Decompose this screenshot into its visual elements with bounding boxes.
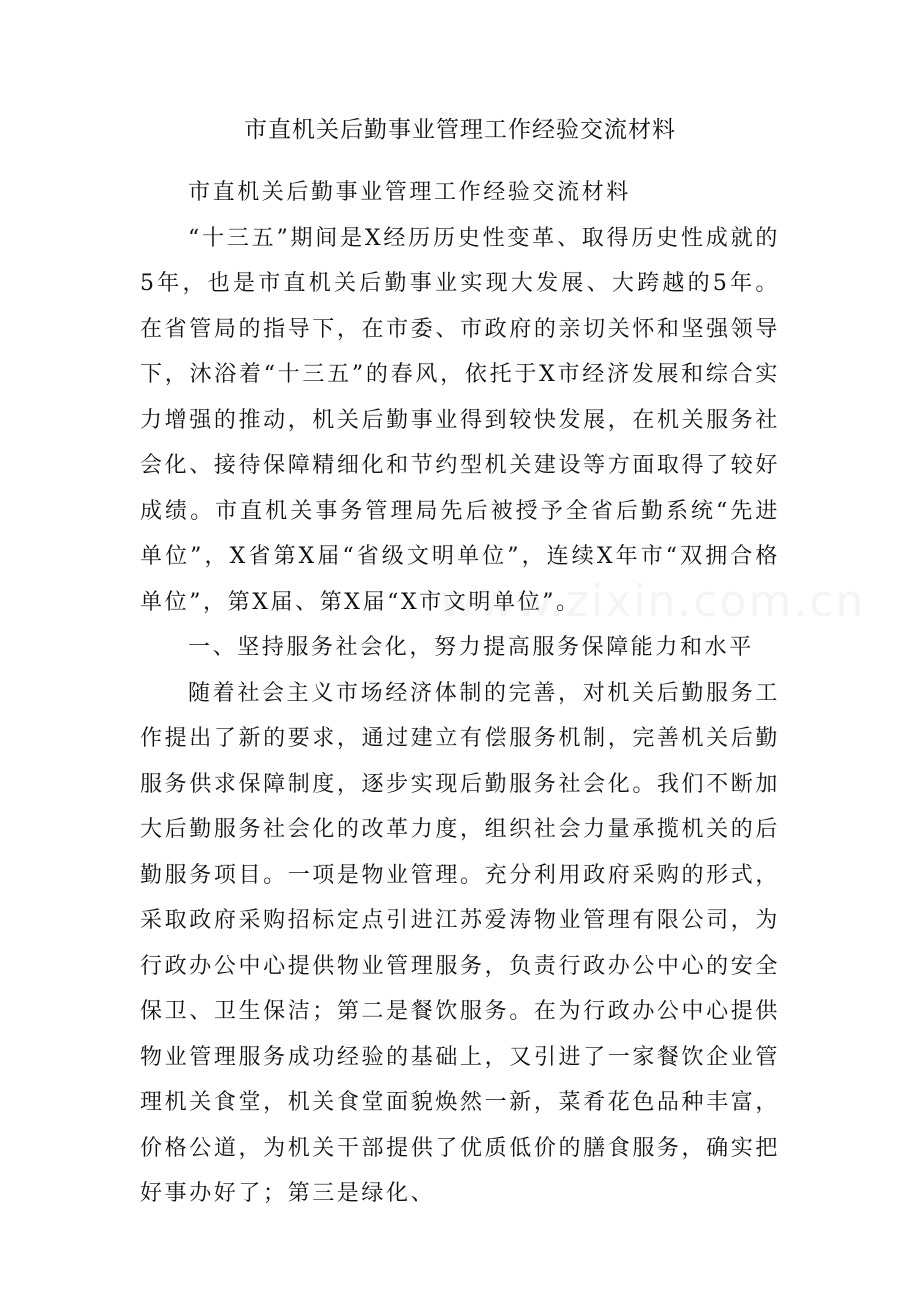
section-heading: 一、坚持服务社会化，努力提高服务保障能力和水平 [188, 635, 754, 660]
intro-paragraph: “十三五”期间是X经历历史性变革、取得历史性成就的5年，也是市直机关后勤事业实现大发展、大跨越的5年。在省管局的指导下，在市委、市政府的亲切关怀和坚强领导下，沐浴着“十三五”的春风，依托于X市经济发展和综合实力增强的推动，机关后勤事业得到较快发展，在机关服务社会化、接待保障精细化和节约型机关建设等方面取得了较好成绩。市直机关事务管理局先后被授予全省后勤系统“先进单位”，X省第X届“省级文明单位”，连续X年市“双拥合格单位”，第X届、第X届“X市文明单位”。 [140, 225, 780, 615]
subtitle-paragraph: 市直机关后勤事业管理工作经验交流材料 [188, 180, 631, 205]
document-body [140, 170, 780, 1217]
document-title: 市直机关后勤事业管理工作经验交流材料 [244, 117, 676, 143]
section-paragraph: 随着社会主义市场经济体制的完善，对机关后勤服务工作提出了新的要求，通过建立有偿服务机制，完善机关后勤服务供求保障制度，逐步实现后勤服务社会化。我们不断加大后勤服务社会化的改革力度，组织社会力量承揽机关的后勤服务项目。一项是物业管理。充分利用政府采购的形式，采取政府采购招标定点引进江苏爱涛物业管理有限公司，为行政办公中心提供物业管理服务，负责行政办公中心的安全保卫、卫生保洁；第二是餐饮服务。在为行政办公中心提供物业管理服务成功经验的基础上，又引进了一家餐饮企业管理机关食堂，机关食堂面貌焕然一新，菜肴花色品种丰富，价格公道，为机关干部提供了优质低价的膳食服务，确实把好事办好了；第三是绿化、 [140, 680, 780, 1206]
